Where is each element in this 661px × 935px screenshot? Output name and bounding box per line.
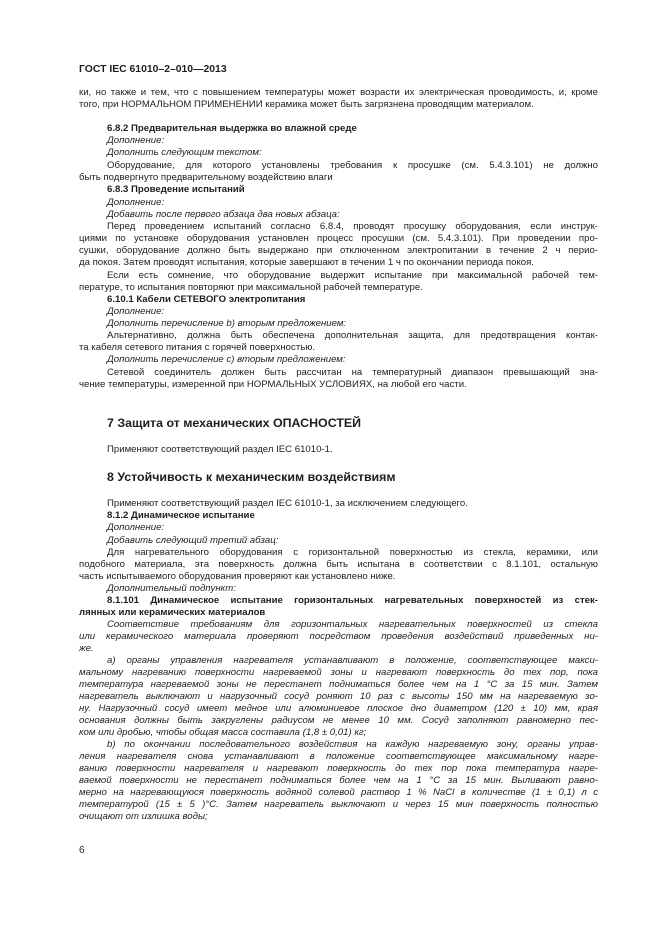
editorial-note: Дополнить перечисление b) вторым предложением: [107,318,347,329]
italic-paragraph-line: ком или дробью, чтобы общая масса составила (1,8 ± 0,01) кг; [79,727,367,738]
section-heading: 6.10.1 Кабели СЕТЕВОГО электропитания [107,294,306,305]
italic-paragraph-line: температурой (15 ± 5 )°С. Затем нагреватель выключают и через 15 мин поверхность полностью [79,799,598,810]
section-heading: лянных или керамических материалов [79,607,266,618]
editorial-note: Добавить следующий третий абзац: [107,535,279,546]
paragraph-line: та кабеля сетевого питания с горячей поверхностью. [79,342,316,353]
paragraph-line: Альтернативно, должна быть обеспечена дополнительная защита, для предотвращения контак- [107,330,598,341]
paragraph-line: быть подвергнуто предварительному воздействию влаги [79,172,333,183]
chapter-heading: 7 Защита от механических ОПАСНОСТЕЙ [107,416,362,430]
section-heading: 8.1.101 Динамическое испытание горизонтальных нагревательных поверхностей из стек- [107,595,598,606]
italic-paragraph-line: Соответствие требованиям для горизонтальных нагревательных поверхностей из стекла [107,619,598,630]
paragraph-line: Оборудование, для которого установлены требования к просушке (см. 5.4.3.101) не должно [107,160,598,171]
italic-paragraph-line: ления нагревателя снова устанавливают в положение соответствующее максимальному нагре- [79,751,598,762]
italic-paragraph-line: мальному нагреванию поверхности нагреваемой зоны и нагревают поверхность до тех пор, пока [79,667,598,678]
italic-paragraph-line: а) органы управления нагревателя устанавливают в положение, соответствующее макси- [107,655,598,666]
paragraph-line: Перед проведением испытаний согласно 6.8.4, проводят просушку оборудования, если инструк- [107,221,598,232]
paragraph-line: да покоя. Затем проводят испытания, которые завершают в течении 1 ч по окончании периода покоя. [79,257,534,268]
section-heading: 8.1.2 Динамическое испытание [107,510,255,521]
section-heading: 6.8.3 Проведение испытаний [107,184,245,195]
paragraph-line: Для нагревательного оборудования с горизонтальной поверхностью из стекла, керамики, или [107,547,598,558]
paragraph-line: подобного материала, эта поверхность должна быть испытана в соответствии с 8.1.101, остальную [79,559,598,570]
paragraph-line: Применяют соответствующий раздел IEC 61010-1. [107,444,333,455]
italic-paragraph-line: ваемой поверхности не перестанет подниматься более чем на 1 °С за 15 мин. Выливают равно- [79,775,598,786]
editorial-note: Дополнить следующим текстом: [107,147,262,158]
italic-paragraph-line: основания должны быть закруглены радиусом не менее 10 мм. Сосуд заполняют равномерно пес- [79,715,598,726]
italic-paragraph-line: мерно на нагревающуюся поверхность водяной солевой раствор 1 % NaCl в количестве (1 ± 0,1) л с [79,787,598,798]
paragraph-line: сушки, оборудование должно быть выдержано при отключенном электропитании в течение 2 ч перио- [79,245,598,256]
italic-paragraph-line: ну. Нагрузочный сосуд имеет медное или алюминиевое плоское дно диаметром (120 ± 10) мм, края [79,703,598,714]
paragraph-line: чение температуры, измеренной при НОРМАЛЬНЫХ УСЛОВИЯХ, на любой его части. [79,379,467,390]
italic-paragraph-line: или керамического материала проверяют посредством проведения воздействий приведенных ни- [79,631,598,642]
paragraph-line: того, при НОРМАЛЬНОМ ПРИМЕНЕНИИ керамика может быть загрязнена проводящим материалом. [79,99,534,110]
paragraph-line: пературе, то испытания повторяют при максимальной рабочей температуре. [79,282,423,293]
paragraph-line: циями по установке оборудования установлен процесс просушки (см. 5.4.3.101). При проведении про- [79,233,598,244]
editorial-note: Добавить после первого абзаца два новых абзаца: [107,209,340,220]
paragraph-line: Сетевой соединитель должен быть рассчитан на температурный диапазон превышающий зна- [107,367,598,378]
page-number: 6 [79,845,85,856]
paragraph-line: ки, но также и тем, что с повышением температуры может возрасти их электрическая проводимость, и, кроме [79,87,598,98]
italic-paragraph-line: же. [79,643,94,654]
italic-paragraph-line: нагреватель выключают и нагрузочный сосуд роняют 10 раз с высоты 150 мм на нагреваемую зо- [79,691,598,702]
italic-paragraph-line: температура нагреваемой зоны не перестанет подниматься более чем на 1 °С за 15 мин. Затем [79,679,598,690]
paragraph-line: Применяют соответствующий раздел IEC 61010-1, за исключением следующего. [107,498,468,509]
editorial-note: Дополнительный подпункт: [107,583,236,594]
editorial-note: Дополнение: [107,522,165,533]
editorial-note: Дополнение: [107,306,165,317]
italic-paragraph-line: ванию поверхности нагревателя и нагревают поверхность до тех пор пока температура нагре- [79,763,598,774]
editorial-note: Дополнить перечисление c) вторым предложением: [107,354,346,365]
paragraph-line: часть испытываемого оборудования проверяют как установлено ниже. [79,571,396,582]
italic-paragraph-line: очищают от излишка воды; [79,811,208,822]
section-heading: 6.8.2 Предварительная выдержка во влажной среде [107,123,357,134]
editorial-note: Дополнение: [107,197,165,208]
document-header: ГОСТ IEC 61010–2–010—2013 [79,64,227,75]
italic-paragraph-line: b) по окончании последовательного воздействия на каждую нагреваемую зону, органы управ- [107,739,598,750]
chapter-heading: 8 Устойчивость к механическим воздействиям [107,470,396,484]
editorial-note: Дополнение: [107,135,165,146]
paragraph-line: Если есть сомнение, что оборудование выдержит испытание при максимальной рабочей тем- [107,270,598,281]
